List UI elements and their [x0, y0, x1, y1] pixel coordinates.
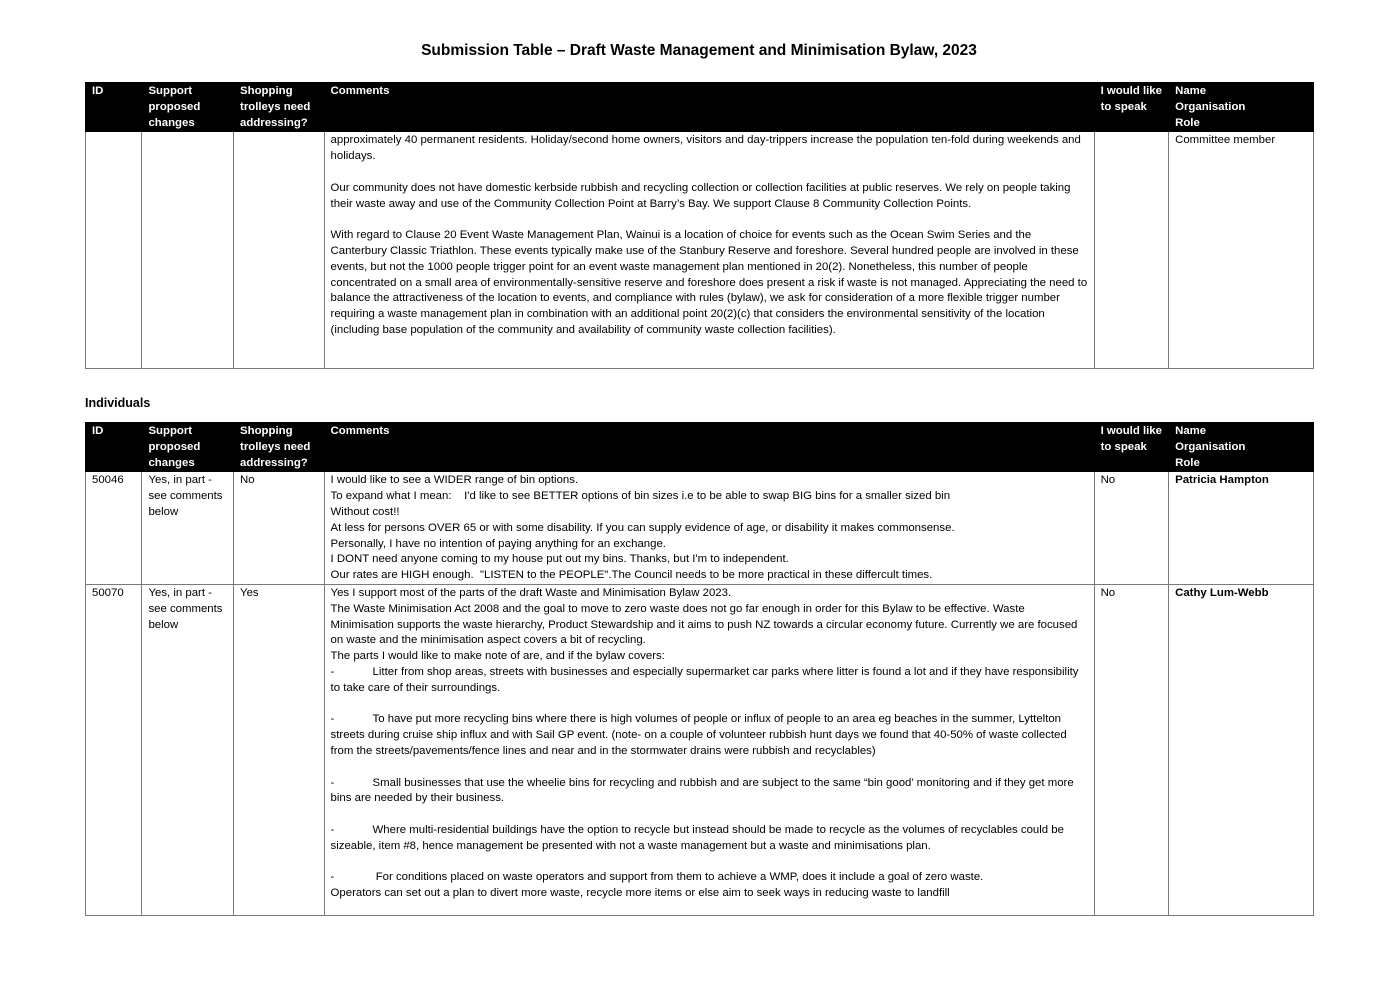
bullet-dash: -	[330, 665, 335, 678]
header-support	[142, 423, 234, 472]
comment-point-text: To have put more recycling bins where there is high volumes of people or influx of people to an area eg beaches in the summer, Lyttelton streets during cruise ship influx and with Sail GP event. (note- on a couple of volunteer rubbish hunt days we found that 40-50% of waste collected from the streets/pavements/fence lines and near and in the stormwater drains were rubbish and recyclables)	[330, 713, 1067, 757]
header-speak	[1094, 83, 1169, 132]
bullet-dash: -	[330, 776, 335, 789]
cell-comments	[324, 584, 1094, 915]
header-trolleys-line: addressing?	[240, 456, 308, 469]
header-name-line: Name	[1175, 425, 1207, 437]
comment-point	[331, 823, 1088, 855]
comment-point-text: For conditions placed on waste operators and support from them to achieve a WMP, does it include a goal of zero waste.	[372, 871, 984, 884]
cell-trolleys	[234, 132, 325, 369]
comment-point	[331, 712, 1088, 759]
page-title: Submission Table – Draft Waste Management and Minimisation Bylaw, 2023	[421, 42, 977, 59]
cell-id: 50046	[86, 472, 142, 585]
header-name-line: Organisation	[1175, 100, 1246, 113]
header-trolleys-line: trolleys need	[240, 100, 311, 113]
cell-support	[142, 132, 234, 369]
comment-line: Operators can set out a plan to divert more waste, recycle more items or else aim to seek ways in reducing waste to landfill	[330, 887, 950, 900]
comment-line: Yes I support most of the parts of the draft Waste and Minimisation Bylaw 2023.	[330, 586, 732, 599]
cell-comments	[324, 132, 1094, 369]
header-trolleys-line: Shopping	[240, 425, 293, 437]
cell-speak: No	[1094, 584, 1169, 915]
comment-line: Our rates are HIGH enough. "LISTEN to the PEOPLE".The Council needs to be more practical in these differcult times.	[330, 569, 933, 582]
comment-line: I DONT need anyone coming to my house put out my bins. Thanks, but I'm to independent.	[330, 553, 789, 566]
header-comments: Comments	[324, 83, 1094, 132]
cell-speak	[1094, 132, 1169, 369]
header-name-line: Role	[1175, 456, 1200, 469]
cell-trolleys: Yes	[234, 584, 325, 915]
header-support-line: changes	[148, 456, 195, 469]
header-support-line: proposed	[148, 100, 201, 113]
cell-speak: No	[1094, 472, 1169, 585]
header-trolleys-line: trolleys need	[240, 440, 311, 453]
comment-paragraph: With regard to Clause 20 Event Waste Management Plan, Wainui is a location of choice for events such as the Ocean Swim Series and the Canterbury Classic Triathlon. These events typically make use of the Stanbury Reserve and foreshore. Several hundred people are involved in these events, but not the 1000 people trigger point for an event waste management plan mentioned in 20(2). Nonetheless, this number of people concentrated on a small area of environmentally-sensitive reserve and foreshore does present a risk if waste is not managed. Appreciating the need to balance the attractiveness of the location to events, and compliance with rules (bylaw), we ask for consideration of a more flexible trigger number requiring a waste management plan in combination with an additional point 20(2)(c) that considers the environmental sensitivity of the location (including base population of the community and availability of community waste collection facilities).	[330, 229, 1088, 336]
header-name-line: Role	[1175, 116, 1200, 129]
header-support-line: Support	[148, 425, 193, 437]
header-name-line: Name	[1175, 85, 1207, 97]
table-row	[86, 584, 1314, 915]
comment-point-text: Litter from shop areas, streets with businesses and especially supermarket car parks where litter is found a lot and if they have responsibility to take care of their surroundings.	[330, 665, 1079, 694]
header-trolleys	[234, 83, 325, 132]
header-trolleys-line: Shopping	[240, 85, 293, 97]
cell-id: 50070	[86, 584, 142, 915]
header-trolleys-line: addressing?	[240, 116, 308, 129]
comment-paragraph: Our community does not have domestic kerbside rubbish and recycling collection or collection facilities at public reserves. We rely on people taking their waste away and use of the Community Collection Point at Barry’s Bay. We support Clause 8 Community Collection Points.	[330, 181, 1071, 210]
header-name	[1169, 423, 1314, 472]
table-header	[86, 423, 1314, 472]
comment-point	[331, 776, 1088, 808]
header-speak-line: I would like	[1100, 425, 1162, 437]
comment-line: To expand what I mean: I'd like to see BETTER options of bin sizes i.e to be able to swap BIG bins for a smaller sized bin	[330, 490, 951, 503]
comment-point	[331, 870, 1088, 886]
comment-point-text: Small businesses that use the wheelie bins for recycling and rubbish and are subject to the same “bin good’ monitoring and if they get more bins are needed by their business.	[330, 776, 1074, 805]
comment-line: Personally, I have no intention of paying anything for an exchange.	[330, 537, 666, 550]
header-trolleys	[234, 423, 325, 472]
bullet-dash: -	[330, 871, 335, 884]
bullet-dash: -	[330, 713, 335, 726]
header-comments: Comments	[324, 423, 1094, 472]
header-id: ID	[86, 83, 142, 132]
comment-paragraph: approximately 40 permanent residents. Holiday/second home owners, visitors and day-trippers increase the population ten-fold during weekends and holidays.	[330, 134, 1081, 163]
cell-support: Yes, in part - see comments below	[142, 584, 234, 915]
header-support-line: Support	[148, 85, 193, 97]
header-id: ID	[86, 423, 142, 472]
comment-line: The Waste Minimisation Act 2008 and the goal to move to zero waste does not go far enough in order for this Bylaw to be effective. Waste Minimisation supports the waste hierarchy, Product Stewardship and it aims to push NZ towards a circular economy future. Currently we are focused on waste and the minimisation aspect covers a bit of recycling.	[330, 602, 1078, 647]
submission-table-individuals	[85, 422, 1314, 916]
cell-name: Committee member	[1169, 132, 1314, 369]
header-support-line: changes	[148, 116, 195, 129]
header-support	[142, 83, 234, 132]
header-speak-line: to speak	[1100, 100, 1147, 113]
cell-name: Cathy Lum-Webb	[1169, 584, 1314, 915]
header-name-line: Organisation	[1175, 440, 1246, 453]
cell-name: Patricia Hampton	[1169, 472, 1314, 585]
comment-line: The parts I would like to make note of are, and if the bylaw covers:	[330, 650, 665, 663]
cell-support: Yes, in part - see comments below	[142, 472, 234, 585]
header-name	[1169, 83, 1314, 132]
cell-comments	[324, 472, 1094, 585]
bullet-dash: -	[330, 823, 335, 836]
submission-table-organisations	[85, 82, 1314, 369]
header-speak-line: I would like	[1100, 85, 1162, 97]
comment-point-text: Where multi-residential buildings have the option to recycle but instead should be made to recycle as the volumes of recyclables could be sizeable, item #8, hence management be presented with not a waste management but a waste and minimisations plan.	[330, 823, 1064, 852]
section-heading-individuals: Individuals	[85, 396, 151, 410]
cell-trolleys: No	[234, 472, 325, 585]
cell-id	[86, 132, 142, 369]
comment-line: At less for persons OVER 65 or with some disability. If you can supply evidence of age, or disability it makes commonsense.	[330, 521, 955, 534]
table-header	[86, 83, 1314, 132]
comment-line: I would like to see a WIDER range of bin options.	[330, 474, 579, 487]
table-row	[86, 472, 1314, 585]
comment-point	[331, 665, 1088, 697]
header-speak	[1094, 423, 1169, 472]
comment-line: Without cost!!	[330, 505, 400, 518]
header-speak-line: to speak	[1100, 440, 1147, 453]
header-support-line: proposed	[148, 440, 201, 453]
table-row	[86, 132, 1314, 369]
